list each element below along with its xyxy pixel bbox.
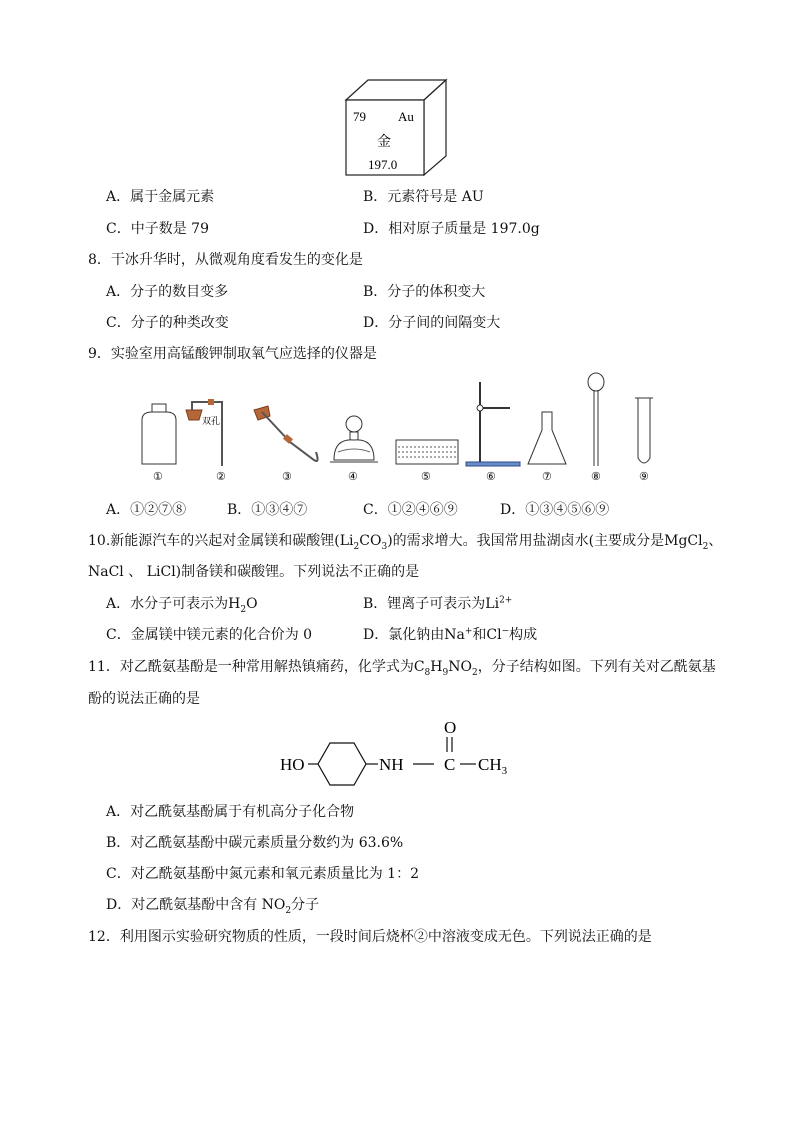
apparatus-label-1: ① xyxy=(153,471,163,483)
q8-option-a[interactable]: A．分子的数目变多 xyxy=(106,284,229,300)
apparatus-label-2: ② xyxy=(216,471,226,483)
apparatus-label-5: ⑤ xyxy=(421,471,431,483)
structure-ch3: $CH_3$ xyxy=(478,755,508,777)
apparatus-test-tube xyxy=(635,398,653,463)
q11-option-b[interactable]: B．对乙酰氨基酚中碳元素质量分数约为 63.6% xyxy=(106,835,404,851)
structure-nh: NH xyxy=(379,755,404,774)
q11-stem: 11．对乙酰氨基酚是一种常用解热镇痛药，化学式为$C_8H_9NO_2$，分子结构如图。下列有关对乙酰氨基 xyxy=(88,659,716,678)
element-card xyxy=(340,76,450,176)
apparatus-label-9: ⑨ xyxy=(639,471,649,483)
q10-option-b[interactable]: B．锂离子可表示为$Li^{2+}$ xyxy=(363,595,513,612)
q10-stem: 10.新能源汽车的兴起对金属镁和碳酸锂$(Li_2CO_3)$的需求增大。我国常用盐湖卤水(主要成分是MgCl$_2$、 xyxy=(88,533,723,552)
q9-option-d[interactable]: D．①③④⑤⑥⑨ xyxy=(500,502,610,518)
apparatus-label-7: ⑦ xyxy=(542,471,552,483)
element-symbol: Au xyxy=(398,109,414,124)
element-mass: 197.0 xyxy=(368,157,398,172)
apparatus-label-6: ⑥ xyxy=(486,471,496,483)
apparatus-bent-tube xyxy=(254,406,318,461)
q9-option-a[interactable]: A．①②⑦⑧ xyxy=(106,502,187,518)
q10-option-a[interactable]: A．水分子可表示为$H_2O$ xyxy=(106,596,258,615)
q8-option-b[interactable]: B．分子的体积变大 xyxy=(363,284,486,300)
apparatus-label-8: ⑧ xyxy=(591,471,601,483)
q9-option-c[interactable]: C．①②④⑥⑨ xyxy=(363,502,458,518)
structure-c: C xyxy=(444,755,456,774)
apparatus-water-trough xyxy=(396,440,458,464)
q11-option-c[interactable]: C．对乙酰氨基酚中氮元素和氧元素质量比为 1：2 xyxy=(106,866,419,882)
q8-stem: 8．干冰升华时，从微观角度看发生的变化是 xyxy=(88,252,363,268)
apparatus-alcohol-lamp xyxy=(330,416,378,462)
element-number: 79 xyxy=(353,109,366,124)
structure-o: O xyxy=(444,718,457,737)
q7-option-a[interactable]: A．属于金属元素 xyxy=(106,189,215,205)
q10-stem-line2: NaCl 、 LiCl)制备镁和碳酸锂。下列说法不正确的是 xyxy=(88,564,420,580)
element-name: 金 xyxy=(377,135,391,150)
q7-option-c[interactable]: C．中子数是 79 xyxy=(106,221,209,237)
molecular-structure xyxy=(278,716,518,780)
structure-ho: HO xyxy=(280,755,305,774)
q11-option-a[interactable]: A．对乙酰氨基酚属于有机高分子化合物 xyxy=(106,804,355,820)
apparatus-iron-stand xyxy=(466,382,520,466)
apparatus-bottle xyxy=(142,404,176,464)
apparatus-label-3: ③ xyxy=(282,471,292,483)
apparatus-stopper-tube xyxy=(186,399,222,466)
apparatus-label-4: ④ xyxy=(348,471,358,483)
stopper-label: 双孔 xyxy=(202,416,221,426)
q11-stem-line2: 酚的说法正确的是 xyxy=(88,691,200,707)
q7-option-d[interactable]: D．相对原子质量是 197.0g xyxy=(363,221,540,237)
q7-option-b[interactable]: B．元素符号是 AU xyxy=(363,189,484,205)
apparatus-conical-flask xyxy=(528,412,566,464)
q9-stem: 9．实验室用高锰酸钾制取氧气应选择的仪器是 xyxy=(88,346,377,362)
q8-option-c[interactable]: C．分子的种类改变 xyxy=(106,315,229,331)
q12-stem: 12．利用图示实验研究物质的性质，一段时间后烧杯②中溶液变成无色。下列说法正确的是 xyxy=(88,929,652,945)
q9-apparatus-figure xyxy=(130,372,670,487)
q10-option-d[interactable]: D．氯化钠由Na+和Cl−构成 xyxy=(363,626,538,643)
q11-option-d[interactable]: D．对乙酰氨基酚中含有 $NO_2$分子 xyxy=(106,897,320,916)
q8-option-d[interactable]: D．分子间的间隔变大 xyxy=(363,315,501,331)
q10-option-c[interactable]: C．金属镁中镁元素的化合价为 0 xyxy=(106,627,313,643)
q9-option-b[interactable]: B．①③④⑦ xyxy=(227,502,308,518)
apparatus-funnel xyxy=(588,373,604,466)
